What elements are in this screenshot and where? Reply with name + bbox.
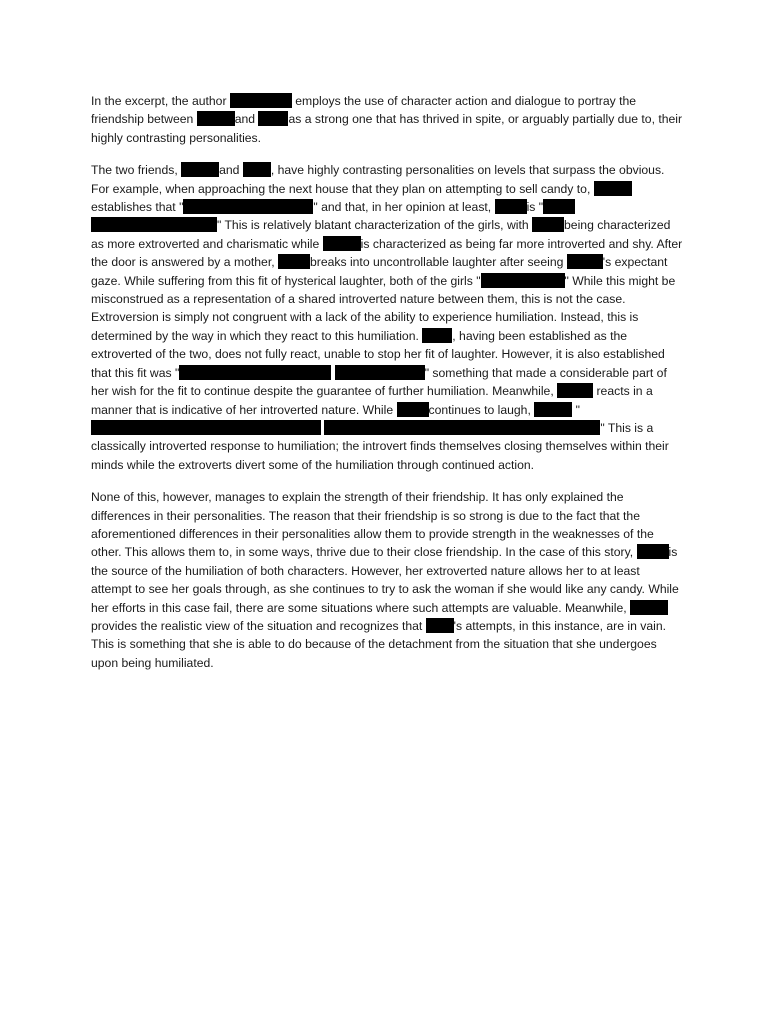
paragraph-3 — [91, 488, 683, 672]
redaction-bar — [197, 111, 235, 126]
redaction-bar — [278, 254, 310, 269]
text-segment: breaks into uncontrollable laughter after seeing — [309, 255, 567, 270]
redaction-bar — [335, 365, 425, 380]
redaction-bar — [481, 273, 565, 288]
redaction-bar — [594, 181, 632, 196]
text-segment: " and that, in her opinion at least, — [313, 200, 495, 215]
redaction-bar — [181, 162, 219, 177]
redaction-bar — [91, 217, 217, 232]
text-segment: 's attempts, in this instance, are in vain. This is something that she is able to do because of the detachment from the situation that she undergoes upon being humiliated. — [91, 618, 666, 670]
text-segment: and — [219, 163, 243, 178]
text-segment: None of this, however, manages to explain the strength of their friendship. It has only explained the differences in their personalities. The reason that their friendship is so strong is due to the fact that the aforementioned differences in their personalities allow them to provide strength in the weaknesses of the other. This allows them to, in some ways, thrive due to their close friendship. In the case of this story, — [91, 490, 654, 560]
redaction-bar — [324, 420, 600, 435]
redaction-bar — [422, 328, 452, 343]
text-segment: continues to laugh, — [428, 402, 535, 417]
redaction-bar — [230, 93, 292, 108]
text-segment: , having been established as the extroverted of the two, does not fully react, unable to stop her fit of laughter. However, it is also established that this fit was " — [91, 328, 665, 380]
text-segment: " something that made a considerable part of her wish for the fit to continue despite the guarantee of further humiliation. Meanwhile, — [91, 365, 667, 399]
text-segment: employs the use of character action and dialogue to portray the friendship between — [91, 94, 637, 127]
redaction-bar — [179, 365, 331, 380]
redaction-bar — [567, 254, 603, 269]
text-segment: " While this might be misconstrued as a representation of a shared introverted nature between them, this is not the case. Extroversion is simply not congruent with a lack of the ability to experience humiliation. Instead, this is determined by the way in which they react to this humiliation. — [91, 273, 676, 343]
redaction-bar — [243, 162, 271, 177]
redaction-bar — [183, 199, 313, 214]
redaction-bar — [91, 420, 321, 435]
paragraph-2 — [91, 161, 683, 474]
redaction-bar — [543, 199, 575, 214]
text-segment: as a strong one that has thrived in spite, or arguably partially due to, their highly contrasting personalities. — [91, 112, 683, 145]
text-segment: and — [234, 112, 259, 127]
redaction-bar — [637, 544, 669, 559]
redaction-bar — [557, 383, 593, 398]
text-segment: being characterized as more extroverted and charismatic while — [91, 218, 671, 251]
redaction-bar — [532, 217, 564, 232]
redaction-bar — [630, 600, 668, 615]
text-segment: 's expectant gaze. While suffering from this fit of hysterical laughter, both of the girls " — [91, 255, 668, 288]
document-page — [91, 92, 683, 672]
redaction-bar — [323, 236, 361, 251]
text-segment: In the excerpt, the author — [91, 94, 230, 108]
redaction-bar — [534, 402, 572, 417]
redaction-bar — [397, 402, 429, 417]
text-segment: is the source of the humiliation of both characters. However, her extroverted nature allows her to at least attempt to see her goals through, as she continues to try to ask the woman if she would like any candy. While her efforts in this case fail, there are some situations where such attempts are valuable. Meanwhile, — [91, 545, 679, 615]
redaction-bar — [258, 111, 288, 126]
paragraph-1 — [91, 92, 683, 147]
text-segment: reacts in a manner that is indicative of her introverted nature. While — [91, 384, 653, 417]
text-segment: , have highly contrasting personalities on levels that surpass the obvious. For example, when approaching the next house that they plan on attempting to sell candy to, — [91, 163, 665, 196]
text-segment: provides the realistic view of the situation and recognizes that — [91, 618, 426, 633]
text-segment: establishes that " — [91, 200, 184, 215]
text-segment: is characterized as being far more introverted and shy. After the door is answered by a mother, — [91, 236, 683, 270]
text-segment: The two friends, — [91, 163, 182, 178]
redaction-bar — [495, 199, 527, 214]
text-segment: " This is a classically introverted response to humiliation; the introvert finds themselves closing themselves within their minds while the extroverts divert some of the humiliation through continued action. — [91, 420, 669, 472]
text-segment: " — [572, 402, 580, 417]
text-segment: is " — [526, 200, 544, 215]
text-segment: " This is relatively blatant characterization of the girls, with — [217, 218, 533, 233]
redaction-bar — [426, 618, 454, 633]
